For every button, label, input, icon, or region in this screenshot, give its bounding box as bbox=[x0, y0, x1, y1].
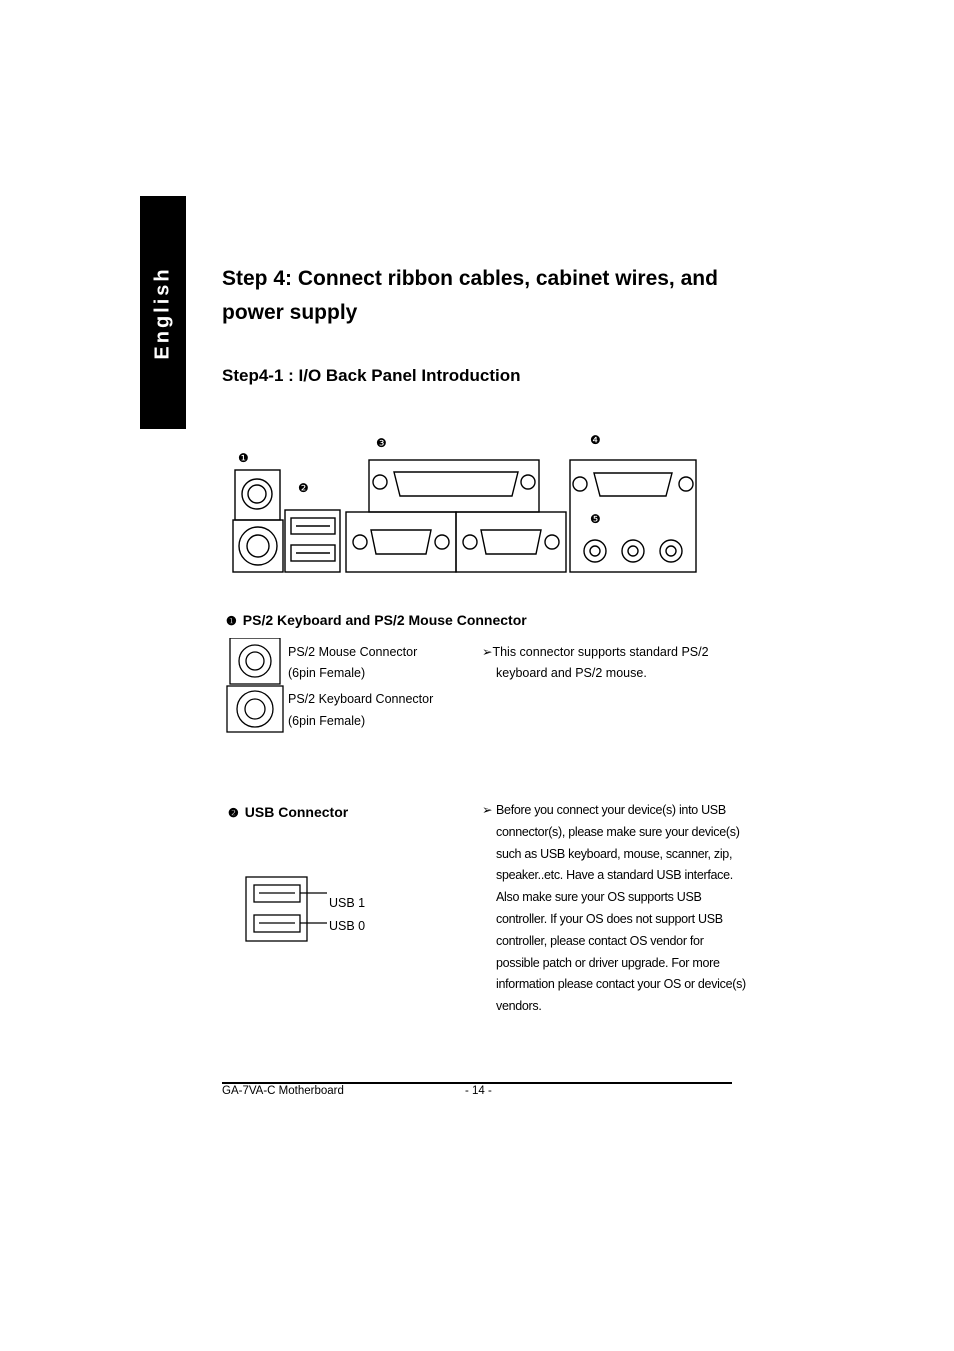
footer-page-number: - 14 - bbox=[465, 1085, 492, 1097]
io-back-panel-diagram bbox=[228, 430, 703, 580]
usb-description-line: Also make sure your OS supports USB bbox=[496, 890, 702, 905]
usb-description-bullet: ➢ bbox=[482, 803, 493, 817]
usb-section-marker: ❷ bbox=[228, 806, 239, 820]
usb-ports-drawing bbox=[285, 510, 340, 572]
ps2-section-title bbox=[226, 612, 527, 628]
usb-description-line: such as USB keyboard, mouse, scanner, zip, bbox=[496, 846, 733, 861]
usb0-label: USB 0 bbox=[329, 919, 366, 933]
usb-description bbox=[496, 800, 746, 1018]
game-audio-ports-drawing bbox=[570, 460, 696, 572]
footer-model: GA-7VA-C Motherboard bbox=[222, 1085, 344, 1097]
ps2-description-line-2: keyboard and PS/2 mouse. bbox=[496, 666, 647, 680]
usb-description-line: speaker..etc. Have a standard USB interface. bbox=[496, 868, 733, 883]
ps2-keyboard-label: PS/2 Keyboard Connector bbox=[288, 692, 434, 706]
usb-description-line: vendors. bbox=[496, 999, 542, 1014]
ps2-section-marker: ❶ bbox=[226, 614, 237, 628]
usb-section-title-text: USB Connector bbox=[244, 804, 349, 820]
section-subtitle: Step4-1 : I/O Back Panel Introduction bbox=[222, 366, 521, 385]
language-tab bbox=[140, 196, 186, 429]
usb-description-line: controller. If your OS does not support USB bbox=[496, 911, 723, 926]
usb-description-line: Before you connect your device(s) into USB bbox=[496, 803, 726, 817]
parallel-serial-ports-drawing bbox=[346, 460, 566, 572]
panel-marker-1: ❶ bbox=[238, 451, 249, 465]
usb-description-line: information please contact your OS or device(s) bbox=[496, 977, 746, 992]
ps2-connector-icon bbox=[226, 638, 284, 734]
ps2-mouse-pins: (6pin Female) bbox=[288, 666, 366, 680]
panel-marker-2: ❷ bbox=[298, 481, 309, 495]
ps2-mouse-label: PS/2 Mouse Connector bbox=[288, 645, 418, 659]
footer-divider bbox=[222, 1082, 732, 1084]
ps2-keyboard-pins: (6pin Female) bbox=[288, 714, 366, 728]
ps2-ports-drawing bbox=[233, 470, 283, 572]
panel-marker-4: ❹ bbox=[590, 433, 601, 447]
language-tab-label: English bbox=[151, 265, 174, 360]
ps2-description-line-1: ➢This connector supports standard PS/2 bbox=[482, 645, 709, 659]
usb-description-line: controller, please contact OS vendor for bbox=[496, 933, 704, 948]
page-title: Step 4: Connect ribbon cables, cabinet wires, and power supply bbox=[222, 267, 718, 324]
usb-connector-icon bbox=[245, 876, 330, 942]
usb-description-line: possible patch or driver upgrade. For more bbox=[496, 955, 720, 970]
ps2-section-title-text: PS/2 Keyboard and PS/2 Mouse Connector bbox=[242, 612, 527, 628]
usb1-label: USB 1 bbox=[329, 896, 366, 910]
panel-marker-3: ❸ bbox=[376, 436, 387, 450]
usb-description-line: connector(s), please make sure your device(s) bbox=[496, 824, 740, 839]
usb-section-title bbox=[228, 804, 348, 820]
panel-marker-5: ❺ bbox=[590, 512, 601, 526]
